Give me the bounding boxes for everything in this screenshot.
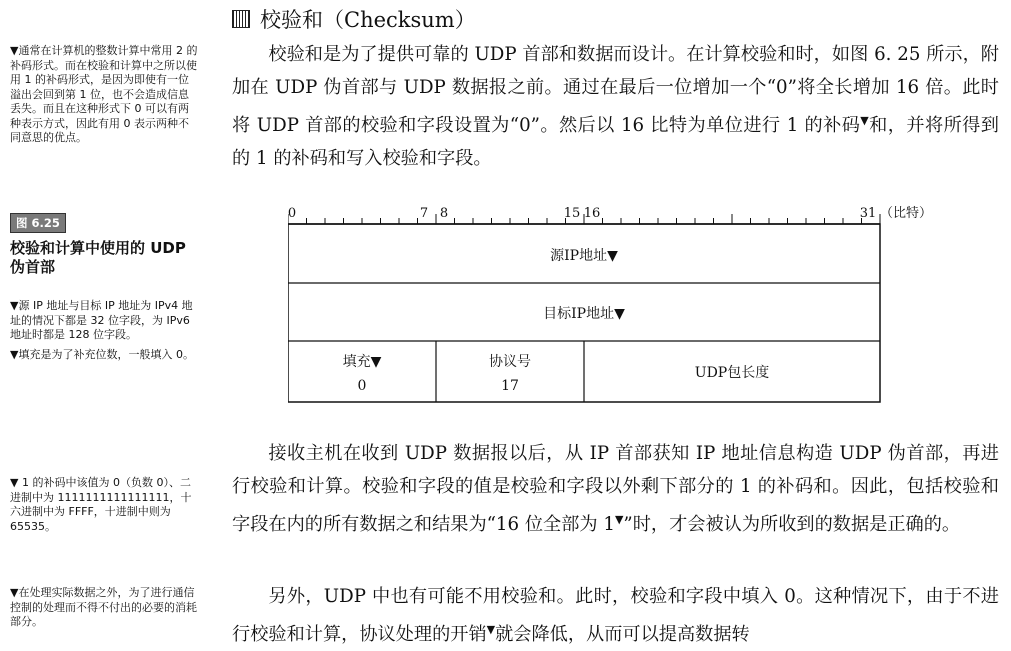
margin-note-ip-address xyxy=(10,299,198,367)
section-heading xyxy=(232,4,476,34)
footnote-marker: ▼ xyxy=(614,513,624,526)
udp-pseudo-header-diagram xyxy=(288,202,958,406)
margin-note-text: ▼源 IP 地址与目标 IP 地址为 IPv4 地址的情况下都是 32 位字段，为 IPv6 地址时都是 128 位字段。 xyxy=(10,299,193,341)
margin-note-text: ▼填充是为了补充位数，一般填入 0。 xyxy=(10,347,194,361)
paragraph-no-checksum xyxy=(232,580,999,651)
footnote-marker: ▼ xyxy=(860,114,870,127)
paragraph-text: ”时，才会被认为所收到的数据是正确的。 xyxy=(623,514,961,535)
padding-field-value: 0 xyxy=(357,378,367,394)
bit-ruler xyxy=(288,205,932,224)
ruler-label-8: 8 xyxy=(439,206,449,221)
figure-title: 校验和计算中使用的 UDP 伪首部 xyxy=(10,239,186,276)
paragraph-text: 另外，UDP 中也有可能不用校验和。此时，校验和字段中填入 0。这种情况下，由于不进行校验和计算，协议处理的开销 xyxy=(232,586,999,645)
ruler-label-0: 0 xyxy=(288,206,297,221)
bits-unit-label: （比特） xyxy=(880,206,933,221)
protocol-field-value: 17 xyxy=(501,378,519,394)
pseudo-header-table xyxy=(288,224,880,402)
margin-note-overhead xyxy=(10,586,198,635)
paragraph-checksum-calc xyxy=(232,38,999,175)
margin-note-text: ▼在处理实际数据之外，为了进行通信控制的处理而不得不付出的必要的消耗部分。 xyxy=(10,586,197,628)
margin-note-all-ones xyxy=(10,476,198,539)
margin-note-ones-complement xyxy=(10,44,198,151)
ruler-label-31: 31 xyxy=(859,206,877,221)
destination-ip-address-field: 目标IP地址▼ xyxy=(543,306,625,322)
paragraph-text: 和，并将所得到的 1 的补码和写入校验和字段。 xyxy=(232,115,999,169)
ruler-label-7: 7 xyxy=(419,206,429,221)
protocol-field-label: 协议号 xyxy=(489,354,531,370)
section-heading-text: 校验和（Checksum） xyxy=(260,8,476,32)
paragraph-receiver-check xyxy=(232,437,999,541)
ruler-label-15: 15 xyxy=(563,206,581,221)
footnote-marker: ▼ xyxy=(486,623,496,636)
figure-label: 图 6.25 xyxy=(10,213,66,233)
paragraph-text: 接收主机在收到 UDP 数据报以后，从 IP 首部获知 IP 地址信息构造 UDP 伪首部，再进行校验和计算。校验和字段的值是校验和字段以外剩下部分的 1 的补码和。因此，包括校验和字段在内的所有数据之和结果为“16 位全部为 1 xyxy=(232,443,999,535)
ruler-label-16: 16 xyxy=(583,206,601,221)
padding-field-label: 填充▼ xyxy=(342,354,382,370)
paragraph-text: 就会降低，从而可以提高数据转 xyxy=(495,624,750,645)
margin-note-text: ▼通常在计算机的整数计算中常用 2 的补码形式。而在校验和计算中之所以使用 1 的补码形式，是因为即使有一位溢出会回到第 1 位，也不会造成信息丢失。而且在这种形式下 0 可以有两种表示方式，因此有用 0 表示两种不同意思的优点。 xyxy=(10,44,198,144)
paragraph-text: 校验和是为了提供可靠的 UDP 首部和数据而设计。在计算校验和时，如图 6. 25 所示，附加在 UDP 伪首部与 UDP 数据报之前。通过在最后一位增加一个“0”将全长增加 16 倍。此时将 UDP 首部的校验和字段设置为“0”。然后以 16 比特为单位进行 1 的补码 xyxy=(232,44,999,136)
heading-bullet-icon xyxy=(232,10,250,28)
udp-length-field: UDP包长度 xyxy=(694,365,770,381)
margin-note-text: ▼ 1 的补码中该值为 0（负数 0）、二进制中为 1111111111111111，十六进制中为 FFFF，十进制中则为 65535。 xyxy=(10,476,192,533)
source-ip-address-field: 源IP地址▼ xyxy=(550,248,618,264)
